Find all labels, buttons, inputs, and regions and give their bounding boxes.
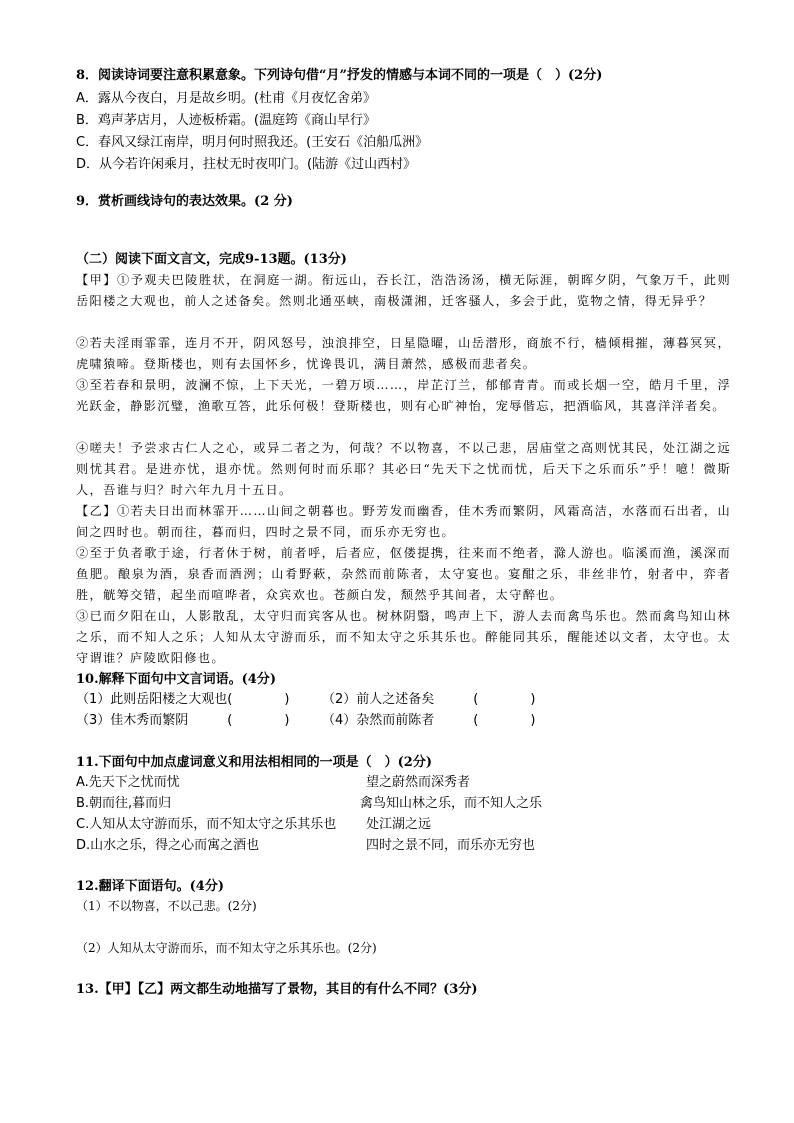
q10-item-4: （4）杂然而前陈者 ( ) (322, 713, 536, 728)
q11-stem: 11.下面句中加点虚词意义和用法相相同的一项是（ ）(2分) (76, 755, 432, 770)
jia-paragraph-3: ③至若春和景明，波澜不惊，上下天光，一碧万顷……，岸芷汀兰，郁郁青青。而或长烟一空，皓月千里，浮光跃金，静影沉璧，渔歌互答，此乐何极！登斯楼也，则有心旷神怡，宠辱偕忘，把酒临风，其喜洋洋者矣。 (76, 378, 731, 413)
q11-row-b-left: B.朝而往,暮而归 (76, 796, 172, 811)
q10-item-3: （3）佳木秀而繁阴 ( ) (76, 713, 290, 728)
q8-stem: 8．阅读诗词要注意积累意象。下列诗句借“月”抒发的情感与本词不同的一项是（ ）(2分) (76, 68, 603, 83)
q8-option-d: D．从今若许闲乘月，拄杖无时夜叩门。(陆游《过山西村》 (76, 157, 417, 172)
q10-item-1: （1）此则岳阳楼之大观也( ) (76, 692, 290, 707)
q10-stem: 10.解释下面句中文言词语。(4分) (76, 672, 276, 687)
q9-stem: 9．赏析画线诗句的表达效果。(2 分) (76, 194, 293, 209)
q11-row-d-left: D.山水之乐，得之心而寓之酒也 (76, 838, 260, 853)
section2-heading: （二）阅读下面文言文，完成9-13题。(13分) (76, 252, 347, 267)
q12-item-1: （1）不以物喜，不以己悲。(2分) (76, 899, 257, 913)
q8-option-a: A．露从今夜白，月是故乡明。(杜甫《月夜忆舍弟》 (76, 91, 376, 106)
q8-option-c: C．春风又绿江南岸，明月何时照我还。(王安石《泊船瓜洲》 (76, 135, 429, 150)
q11-row-b-right: 禽鸟知山林之乐，而不知人之乐 (360, 796, 543, 811)
yi-paragraph-3: ③已而夕阳在山，人影散乱，太守归而宾客从也。树林阴翳，鸣声上下，游人去而禽鸟乐也。然而禽鸟知山林之乐，而不知人之乐；人知从太守游而乐，而不知太守之乐其乐也。醉能同其乐，醒能述以文者，太守也。太守谓谁？庐陵欧阳修也。 (76, 609, 731, 665)
jia-paragraph-4: ④嗟夫！予尝求古仁人之心，或异二者之为，何哉？不以物喜，不以己悲，居庙堂之高则忧其民，处江湖之远则忧其君。是进亦忧，退亦忧。然则何时而乐耶？其必曰“先天下之忧而忧，后天下之乐而乐”乎！噫！微斯人，吾谁与归？时六年九月十五日。 (76, 441, 731, 497)
q11-row-a-right: 望之蔚然而深秀者 (366, 775, 471, 790)
q11-row-d-right: 四时之景不同，而乐亦无穷也 (366, 838, 536, 853)
q11-row-c-left: C.人知从太守游而乐，而不知太守之乐其乐也 (76, 817, 337, 832)
jia-paragraph-2: ②若夫淫雨霏霏，连月不开，阴风怒号，浊浪排空，日星隐曜，山岳潜形，商旅不行，樯倾楫摧，薄暮冥冥，虎啸猿啼。登斯楼也，则有去国怀乡，忧谗畏讥，满目萧然，感极而悲者矣。 (76, 336, 731, 371)
q10-item-2: （2）前人之述备矣 ( ) (322, 692, 536, 707)
q11-row-c-right: 处江湖之远 (366, 817, 432, 832)
yi-paragraph-2: ②至于负者歌于途，行者休于树，前者呼，后者应，伛偻提携，往来而不绝者，滁人游也。临溪而渔，溪深而鱼肥。酿泉为酒，泉香而酒洌；山肴野蔌，杂然而前陈者，太守宴也。宴酣之乐，非丝非竹，射者中，弈者胜，觥筹交错，起坐而喧哗者，众宾欢也。苍颜白发，颓然乎其间者，太守醉也。 (76, 546, 731, 602)
q12-item-2: （2）人知从太守游而乐，而不知太守之乐其乐也。(2分) (76, 941, 377, 955)
yi-paragraph-1: 【乙】①若夫日出而林霏开……山间之朝暮也。野芳发而幽香，佳木秀而繁阴，风霜高洁，水落而石出者，山间之四时也。朝而往，暮而归，四时之景不同，而乐亦无穷也。 (76, 504, 731, 539)
q11-row-a-left: A.先天下之忧而忧 (76, 775, 180, 790)
jia-paragraph-1: 【甲】①予观夫巴陵胜状，在洞庭一湖。衔远山，吞长江，浩浩汤汤，横无际涯，朝晖夕阴，气象万千，此则岳阳楼之大观也，前人之述备矣。然则北通巫峡，南极潇湘，迁客骚人，多会于此，览物之情，得无异乎？ (76, 273, 731, 308)
q12-stem: 12.翻译下面语句。(4分) (76, 879, 224, 894)
q13-stem: 13.【甲】【乙】两文都生动地描写了景物，其目的有什么不同？(3分) (76, 982, 478, 997)
q8-option-b: B．鸡声茅店月，人迹板桥霜。(温庭筠《商山早行》 (76, 113, 376, 128)
